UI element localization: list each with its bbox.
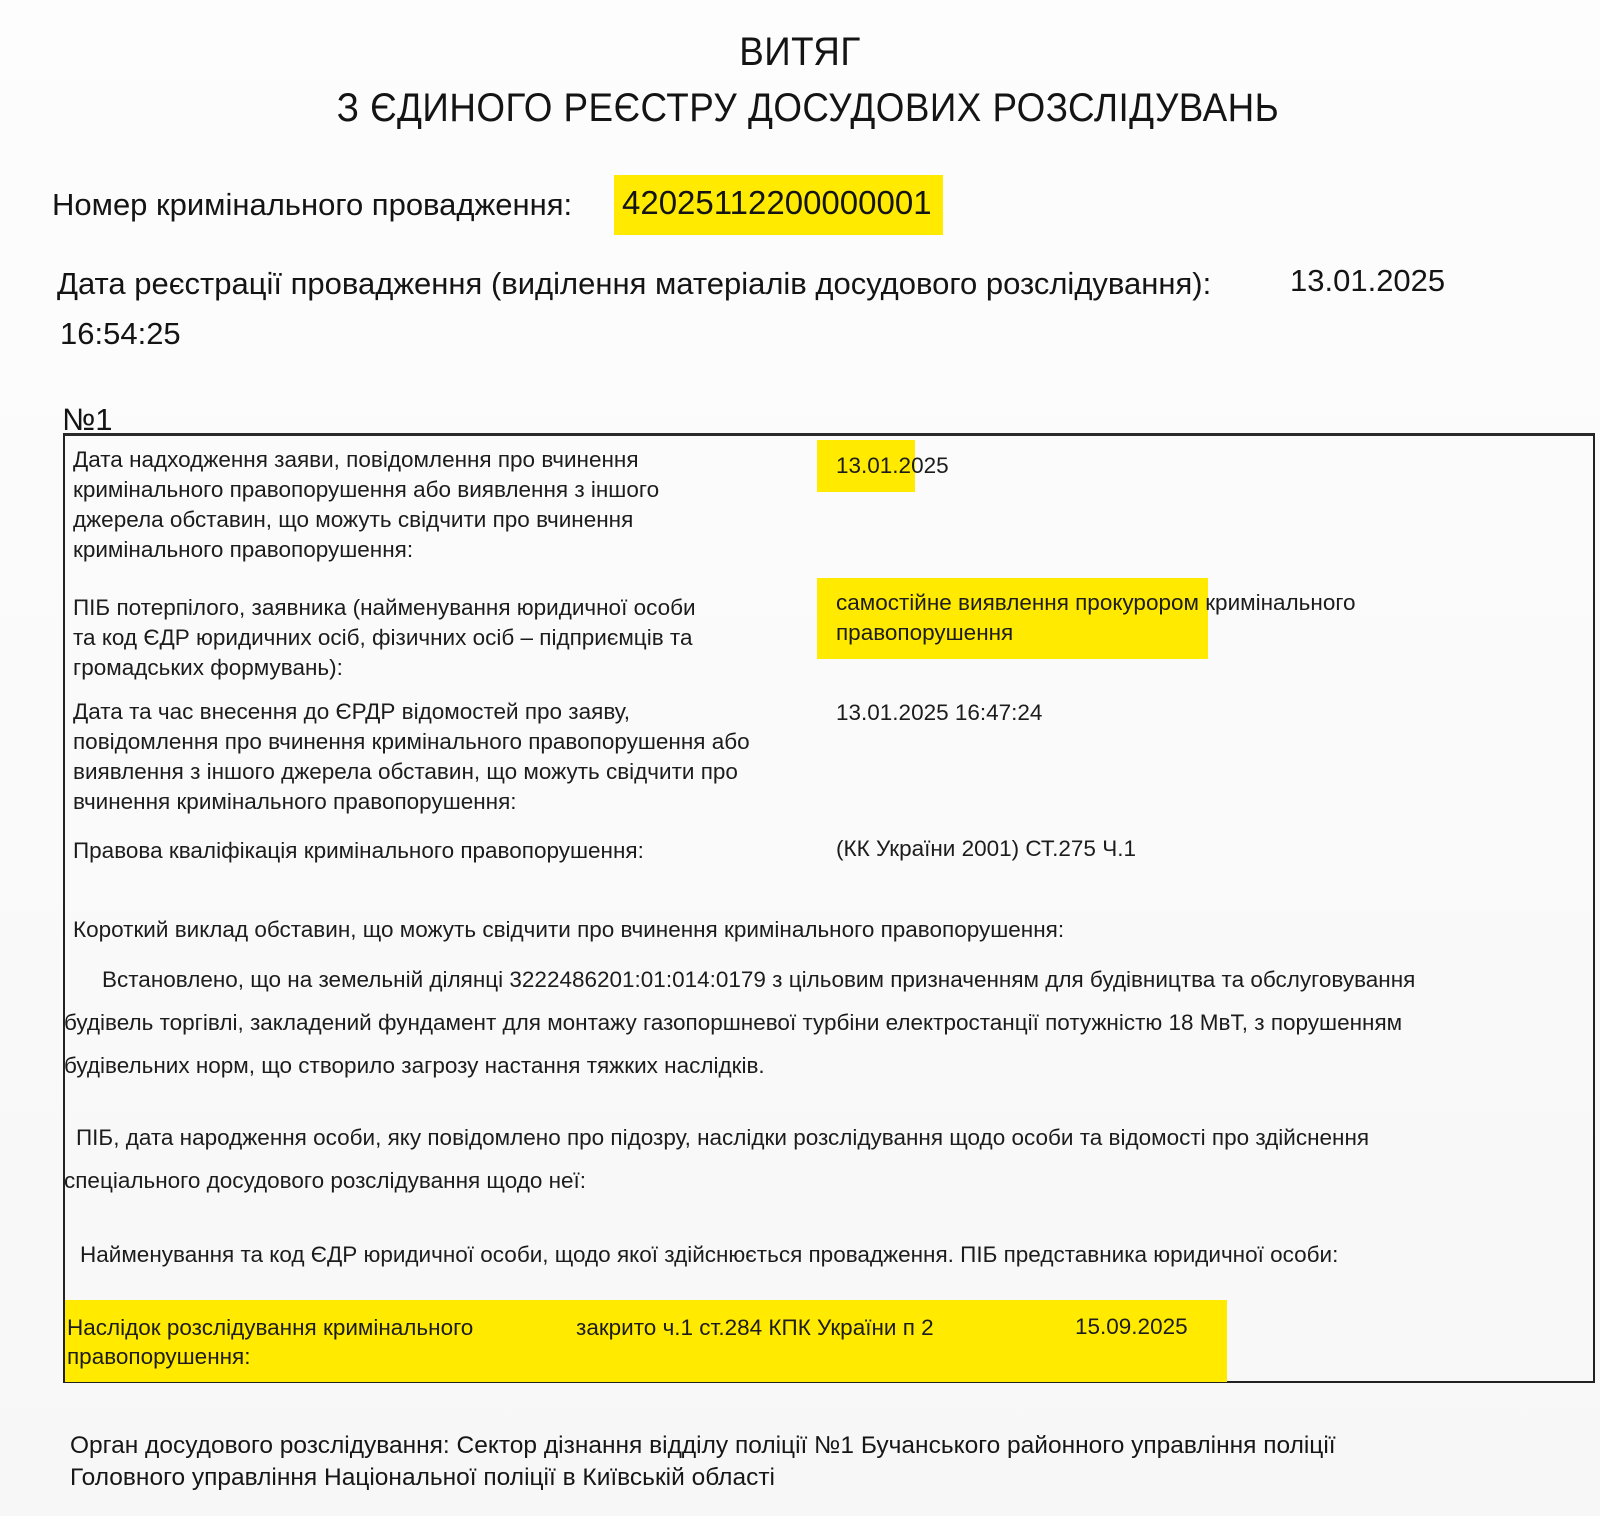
registration-date: 13.01.2025 bbox=[1290, 263, 1446, 298]
entry-datetime-value: 13.01.2025 16:47:24 bbox=[836, 700, 1043, 725]
applicant-value: самостійне виявлення прокурором кримінального правопорушення bbox=[836, 590, 1356, 645]
investigating-authority: Орган досудового розслідування: Сектор дізнання відділу поліції №1 Бучанського районного управління поліції Головного управління Національної поліції в Київській області bbox=[70, 1432, 1336, 1491]
summary-label: Короткий виклад обставин, що можуть свідчити про вчинення кримінального правопорушення: bbox=[73, 917, 1065, 942]
entry-datetime-label: Дата та час внесення до ЄРДР відомостей про заяву, повідомлення про вчинення кримінального правопорушення або виявлення з іншого джерела обставин, що можуть свідчити про вчинення кримінального правопорушення: bbox=[73, 699, 750, 814]
suspect-label: ПІБ, дата народження особи, яку повідомлено про підозру, наслідки розслідування щодо особи та відомості про здійснення спеціального досудового розслідування щодо неї: bbox=[64, 1125, 1370, 1193]
outcome-value: закрито ч.1 ст.284 КПК України п 2 bbox=[576, 1315, 934, 1340]
document-title: ВИТЯГ bbox=[739, 30, 861, 74]
registration-time: 16:54:25 bbox=[60, 316, 181, 351]
case-number-value: 42025112200000001 bbox=[622, 184, 932, 221]
case-number-label: Номер кримінального провадження: bbox=[52, 187, 573, 222]
applicant-label: ПІБ потерпілого, заявника (найменування юридичної особи та код ЄДР юридичних осіб, фізичних осіб – підприємців та громадських формувань): bbox=[73, 595, 696, 680]
receipt-date-value: 13.01.2025 bbox=[836, 453, 949, 478]
record-number: №1 bbox=[62, 402, 113, 437]
document-subtitle: З ЄДИНОГО РЕЄСТРУ ДОСУДОВИХ РОЗСЛІДУВАНЬ bbox=[336, 86, 1280, 130]
legal-qualification-label: Правова кваліфікація кримінального правопорушення: bbox=[73, 838, 644, 863]
registration-label: Дата реєстрації провадження (виділення матеріалів досудового розслідування): bbox=[57, 266, 1212, 301]
outcome-date: 15.09.2025 bbox=[1075, 1314, 1188, 1339]
summary-text: Встановлено, що на земельній ділянці 3222486201:01:014:0179 з цільовим призначенням для будівництва та обслуговування будівель торгівлі, закладений фундамент для монтажу газопоршневої турбіни електростанції потужністю 18 МвТ, з порушенням будівельних норм, що створило загрозу настання тяжких наслідків. bbox=[64, 967, 1416, 1078]
legal-qualification-value: (КК України 2001) СТ.275 Ч.1 bbox=[836, 836, 1136, 861]
receipt-date-label: Дата надходження заяви, повідомлення про вчинення кримінального правопорушення або виявлення з іншого джерела обставин, що можуть свідчити про вчинення кримінального правопорушення: bbox=[73, 447, 660, 562]
legal-entity-label: Найменування та код ЄДР юридичної особи, щодо якої здійснюється провадження. ПІБ представника юридичної особи: bbox=[80, 1242, 1339, 1267]
outcome-label: Наслідок розслідування кримінального правопорушення: bbox=[67, 1315, 474, 1369]
